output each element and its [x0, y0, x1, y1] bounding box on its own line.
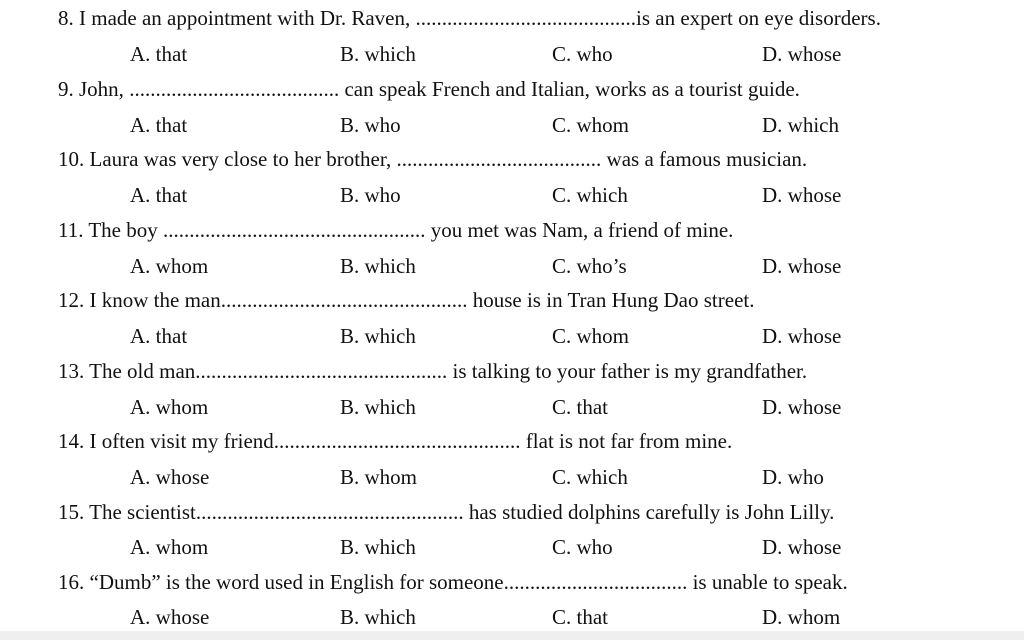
question-14-option-c[interactable]: C. which — [552, 465, 628, 489]
answer-blank[interactable]: .......................................... — [415, 6, 637, 30]
question-number: 16. — [58, 570, 85, 594]
question-9-text — [58, 74, 800, 104]
question-stem-after: has studied dolphins carefully is John Lilly. — [468, 500, 835, 524]
question-number: 12. — [58, 288, 85, 312]
answer-blank[interactable]: ........................................ — [129, 77, 340, 101]
question-stem-after: was a famous musician. — [606, 147, 808, 171]
question-11-option-d[interactable]: D. whose — [762, 254, 842, 278]
question-16-text — [58, 567, 848, 597]
question-11-option-b[interactable]: B. which — [340, 254, 416, 278]
question-11-text — [58, 215, 733, 245]
question-stem-before: “Dumb” is the word used in English for someone — [89, 570, 504, 594]
question-stem-after: you met was Nam, a friend of mine. — [430, 218, 734, 242]
question-16-option-b[interactable]: B. which — [340, 605, 416, 629]
question-8-option-d[interactable]: D. whose — [762, 42, 842, 66]
question-stem-before: The old man — [89, 359, 196, 383]
question-stem-before: Laura was very close to her brother, — [89, 147, 392, 171]
question-number: 8. — [58, 6, 74, 30]
question-12-option-d[interactable]: D. whose — [762, 324, 842, 348]
question-9-option-b[interactable]: B. who — [340, 113, 401, 137]
question-13-option-b[interactable]: B. which — [340, 395, 416, 419]
question-12-option-b[interactable]: B. which — [340, 324, 416, 348]
question-8-option-a[interactable]: A. that — [130, 42, 188, 66]
question-stem-after: is talking to your father is my grandfather. — [452, 359, 808, 383]
question-stem-before: John, — [79, 77, 124, 101]
question-stem-after: can speak French and Italian, works as a tourist guide. — [344, 77, 800, 101]
question-14-option-b[interactable]: B. whom — [340, 465, 418, 489]
question-15-option-b[interactable]: B. which — [340, 535, 416, 559]
question-stem-after: house is in Tran Hung Dao street. — [472, 288, 755, 312]
question-number: 9. — [58, 77, 74, 101]
answer-blank[interactable]: ................................................... — [195, 500, 464, 524]
question-10-text — [58, 144, 807, 174]
answer-blank[interactable]: ....................................... — [396, 147, 602, 171]
question-14-option-a[interactable]: A. whose — [130, 465, 210, 489]
question-stem-before: The scientist — [89, 500, 196, 524]
question-13-option-c[interactable]: C. that — [552, 395, 608, 419]
question-number: 10. — [58, 147, 85, 171]
answer-blank[interactable]: .................................................. — [163, 218, 426, 242]
question-15-text — [58, 497, 834, 527]
question-14-text — [58, 426, 732, 456]
question-13-text — [58, 356, 807, 386]
question-16-option-a[interactable]: A. whose — [130, 605, 210, 629]
question-8-option-b[interactable]: B. which — [340, 42, 416, 66]
answer-blank[interactable]: ................................................ — [195, 359, 448, 383]
page-bottom-edge — [0, 631, 1024, 640]
question-number: 14. — [58, 429, 85, 453]
question-16-option-c[interactable]: C. that — [552, 605, 608, 629]
question-12-option-c[interactable]: C. whom — [552, 324, 630, 348]
question-14-option-d[interactable]: D. who — [762, 465, 824, 489]
question-10-option-a[interactable]: A. that — [130, 183, 188, 207]
question-16-option-d[interactable]: D. whom — [762, 605, 841, 629]
question-11-option-a[interactable]: A. whom — [130, 254, 209, 278]
question-8-option-c[interactable]: C. who — [552, 42, 613, 66]
answer-blank[interactable]: ............................................... — [273, 429, 521, 453]
question-9-option-a[interactable]: A. that — [130, 113, 188, 137]
answer-blank[interactable]: ............................................... — [220, 288, 468, 312]
question-number: 15. — [58, 500, 85, 524]
question-12-text — [58, 285, 754, 315]
question-9-option-d[interactable]: D. which — [762, 113, 839, 137]
answer-blank[interactable]: ................................... — [503, 570, 688, 594]
question-stem-before: I made an appointment with Dr. Raven, — [79, 6, 411, 30]
question-12-option-a[interactable]: A. that — [130, 324, 188, 348]
question-stem-after: is unable to speak. — [692, 570, 848, 594]
question-10-option-b[interactable]: B. who — [340, 183, 401, 207]
question-stem-before: I know the man — [89, 288, 221, 312]
question-9-option-c[interactable]: C. whom — [552, 113, 630, 137]
question-stem-before: The boy — [88, 218, 158, 242]
question-number: 13. — [58, 359, 85, 383]
question-13-option-d[interactable]: D. whose — [762, 395, 842, 419]
question-11-option-c[interactable]: C. who’s — [552, 254, 627, 278]
question-8-text — [58, 3, 881, 33]
question-13-option-a[interactable]: A. whom — [130, 395, 209, 419]
question-15-option-a[interactable]: A. whom — [130, 535, 209, 559]
question-15-option-d[interactable]: D. whose — [762, 535, 842, 559]
question-10-option-d[interactable]: D. whose — [762, 183, 842, 207]
question-stem-before: I often visit my friend — [89, 429, 274, 453]
question-stem-after: flat is not far from mine. — [525, 429, 733, 453]
question-10-option-c[interactable]: C. which — [552, 183, 628, 207]
question-number: 11. — [58, 218, 84, 242]
question-stem-after: is an expert on eye disorders. — [636, 6, 881, 30]
question-15-option-c[interactable]: C. who — [552, 535, 613, 559]
